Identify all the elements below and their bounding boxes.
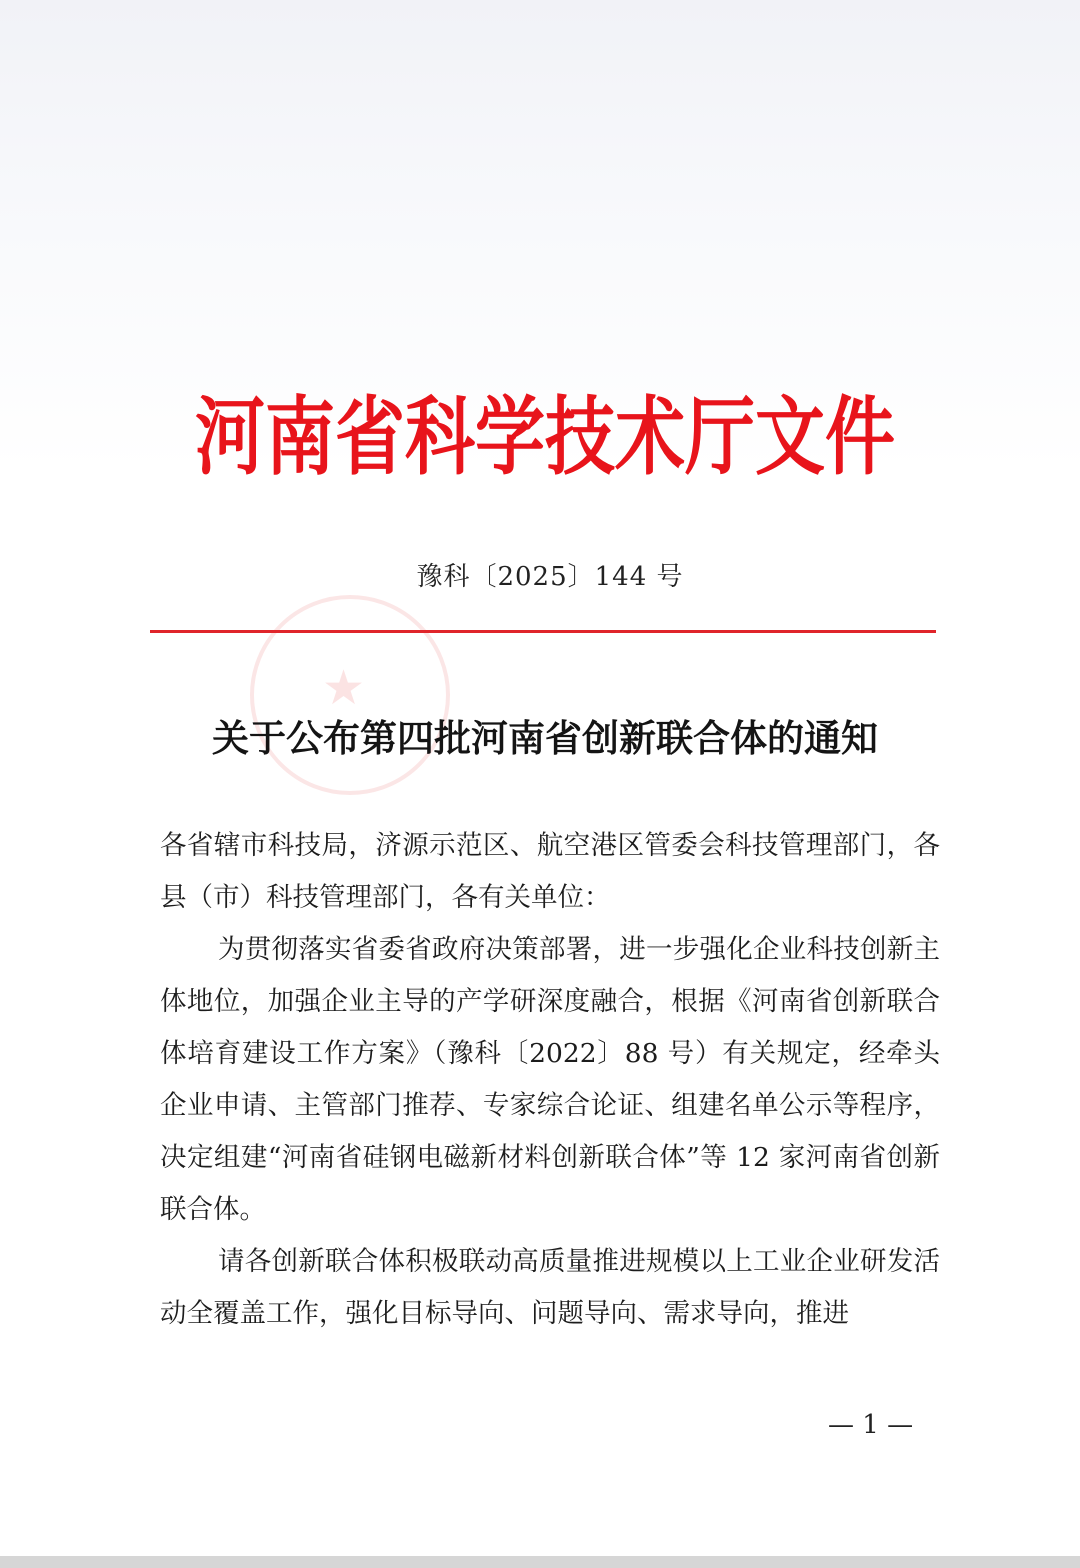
notice-body [160, 820, 940, 1340]
body-paragraph: 请各创新联合体积极联动高质量推进规模以上工业企业研发活动全覆盖工作，强化目标导向、问题导向、需求导向，推进 [160, 1246, 940, 1329]
red-divider-line [150, 630, 936, 633]
masthead-title: 河南省科学技术厅文件 [195, 387, 895, 488]
seal-star-icon: ★ [322, 660, 366, 716]
notice-title: 关于公布第四批河南省创新联合体的通知 [212, 717, 878, 760]
bottom-edge [0, 1556, 1080, 1568]
recipients-line: 各省辖市科技局，济源示范区、航空港区管委会科技管理部门，各县（市）科技管理部门，各有关单位： [160, 830, 940, 913]
body-paragraph: 为贯彻落实省委省政府决策部署，进一步强化企业科技创新主体地位，加强企业主导的产学研深度融合，根据《河南省创新联合体培育建设工作方案》（豫科〔2022〕88 号）有关规定，经牵头企业申请、主管部门推荐、专家综合论证、组建名单公示等程序，决定组建“河南省硅钢电磁新材料创新联合体”等 12 家河南省创新联合体。 [160, 934, 940, 1225]
document-number: 豫科〔2025〕144 号 [416, 562, 684, 592]
page-number: — 1 — [828, 1410, 914, 1440]
